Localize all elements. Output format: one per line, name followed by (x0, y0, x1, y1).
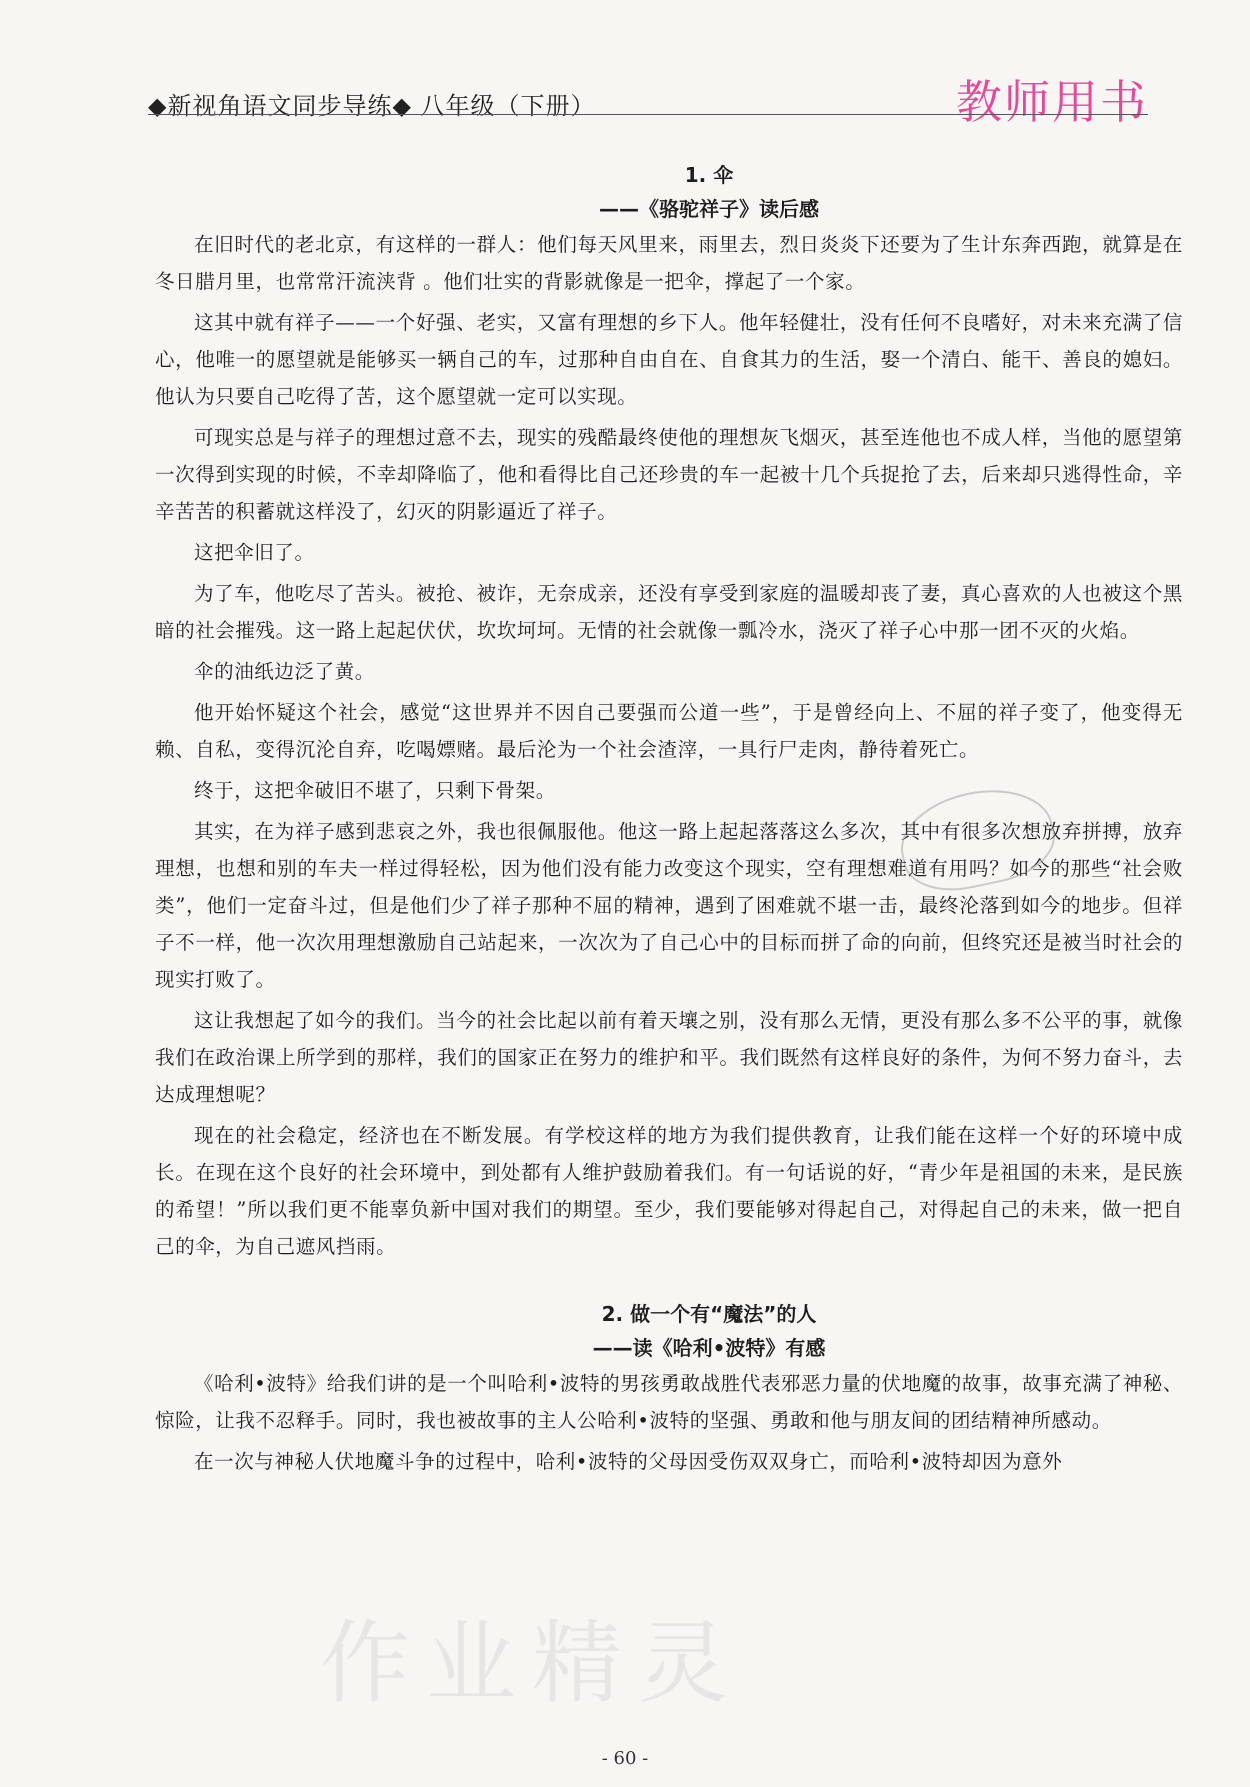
section-gap (155, 1269, 1183, 1297)
essay1-title: 1. 伞 (684, 163, 734, 187)
essay1-paragraph: 终于，这把伞破旧不堪了，只剩下骨架。 (194, 779, 556, 802)
essay2-paragraph: 《哈利•波特》给我们讲的是一个叫哈利•波特的男孩勇敢战胜代表邪恶力量的伏地魔的故事，故事充满了神秘、惊险，让我不忍释手。同时，我也被故事的主人公哈利•波特的坚强、勇敢和他与朋友间的团结精神所感动。 (155, 1372, 1184, 1432)
essay1-paragraph: 在旧时代的老北京，有这样的一群人：他们每天风里来，雨里去，烈日炎炎下还要为了生计东奔西跑，就算是在冬日腊月里，也常常汗流浃背 。他们壮实的背影就像是一把伞，撑起了一个家。 (155, 233, 1183, 293)
essay1-paragraph: 其实，在为祥子感到悲哀之外，我也很佩服他。他这一路上起起落落这么多次，其中有很多次想放弃拼搏，放弃理想，也想和别的车夫一样过得轻松，因为他们没有能力改变这个现实，空有理想难道有用吗？如今的那些“社会败类”，他们一定奋斗过，但是他们少了祥子那种不屈的精神，遇到了困难就不堪一击，最终沦落到如今的地步。但祥子不一样，他一次次用理想激励自己站起来，一次次为了自己心中的目标而拼了命的向前，但终究还是被当时社会的现实打败了。 (155, 820, 1183, 991)
essay2-subtitle: ——读《哈利•波特》有感 (592, 1336, 826, 1360)
essay1-paragraph: 为了车，他吃尽了苦头。被抢、被诈，无奈成亲，还没有享受到家庭的温暖却丧了妻，真心喜欢的人也被这个黑暗的社会摧残。这一路上起起伏伏，坎坎坷坷。无情的社会就像一瓢冷水，浇灭了祥子心中那一团不灭的火焰。 (155, 582, 1183, 642)
page-number: - 60 - (601, 1748, 649, 1769)
watermark-text: 作业精灵 (320, 1611, 744, 1716)
essay1-paragraph: 这其中就有祥子——一个好强、老实，又富有理想的乡下人。他年轻健壮，没有任何不良嗜好，对未来充满了信心，他唯一的愿望就是能够买一辆自己的车，过那种自由自在、自食其力的生活，娶一个清白、能干、善良的媳妇。他认为只要自己吃得了苦，这个愿望就一定可以实现。 (155, 311, 1183, 408)
essay1-paragraph: 这让我想起了如今的我们。当今的社会比起以前有着天壤之别，没有那么无情，更没有那么多不公平的事，就像我们在政治课上所学到的那样，我们的国家正在努力的维护和平。我们既然有这样良好的条件，为何不努力奋斗，去达成理想呢？ (155, 1009, 1183, 1106)
essay1-paragraph: 伞的油纸边泛了黄。 (194, 660, 375, 683)
essay2-title: 2. 做一个有“魔法”的人 (601, 1302, 817, 1326)
essay2-paragraph: 在一次与神秘人伏地魔斗争的过程中，哈利•波特的父母因受伤双双身亡，而哈利•波特却因为意外 (194, 1450, 1063, 1473)
essay1-paragraph: 他开始怀疑这个社会，感觉“这世界并不因自己要强而公道一些”，于是曾经向上、不屈的祥子变了，他变得无赖、自私，变得沉沦自弃，吃喝嫖赌。最后沦为一个社会渣滓，一具行尸走肉，静待着死亡。 (155, 701, 1183, 761)
essay1-paragraph: 这把伞旧了。 (194, 541, 315, 564)
teacher-edition-badge: 教师用书 (956, 75, 1148, 129)
essay1-paragraph: 可现实总是与祥子的理想过意不去，现实的残酷最终使他的理想灰飞烟灭，甚至连他也不成人样，当他的愿望第一次得到实现的时候，不幸却降临了，他和看得比自己还珍贵的车一起被十几个兵捉抢了去，后来却只逃得性命，辛辛苦苦的积蓄就这样没了，幻灭的阴影逼近了祥子。 (155, 426, 1183, 523)
series-title: ◆新视角语文同步导练◆ 八年级（下册） (148, 92, 596, 120)
essay1-subtitle: ——《骆驼祥子》读后感 (599, 197, 819, 221)
essay1-paragraph: 现在的社会稳定，经济也在不断发展。有学校这样的地方为我们提供教育，让我们能在这样一个好的环境中成长。在现在这个良好的社会环境中，到处都有人维护鼓励着我们。有一句话说的好，“青少年是祖国的未来，是民族的希望！”所以我们更不能辜负新中国对我们的期望。至少，我们要能够对得起自己，对得起自己的未来，做一把自己的伞，为自己遮风挡雨。 (155, 1124, 1183, 1258)
header-divider (148, 114, 1148, 115)
